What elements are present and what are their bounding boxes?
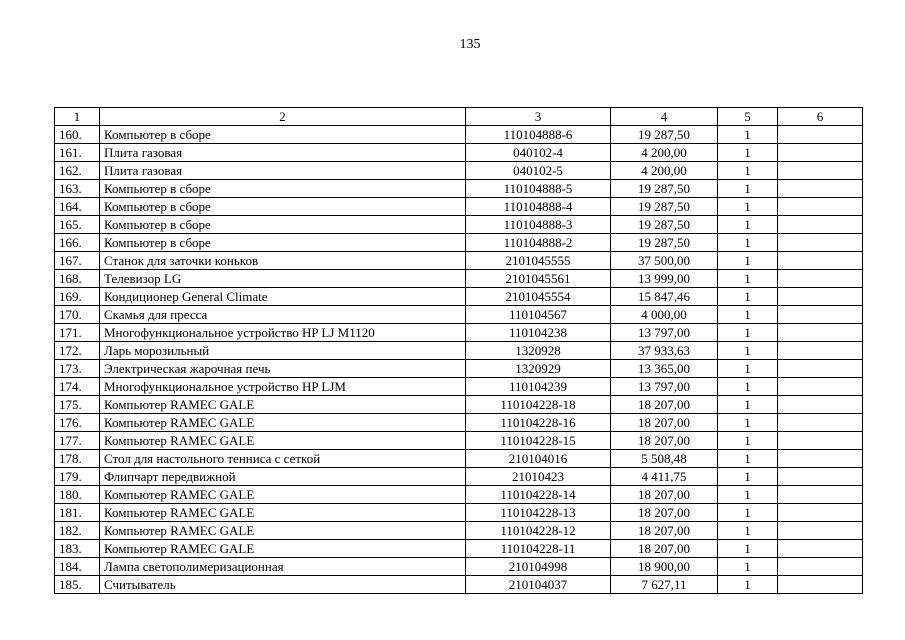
column-header-5: 5 xyxy=(718,108,778,126)
row-number-cell: 173. xyxy=(55,360,100,378)
item-name-cell: Компьютер в сборе xyxy=(100,234,466,252)
note-cell xyxy=(778,342,863,360)
price-cell: 18 207,00 xyxy=(611,414,718,432)
row-number-cell: 181. xyxy=(55,504,100,522)
quantity-cell: 1 xyxy=(718,306,778,324)
quantity-cell: 1 xyxy=(718,378,778,396)
note-cell xyxy=(778,540,863,558)
price-cell: 18 207,00 xyxy=(611,540,718,558)
note-cell xyxy=(778,216,863,234)
item-name-cell: Станок для заточки коньков xyxy=(100,252,466,270)
row-number-cell: 185. xyxy=(55,576,100,594)
item-name-cell: Лампа светополимеризационная xyxy=(100,558,466,576)
price-cell: 19 287,50 xyxy=(611,180,718,198)
inventory-code-cell: 110104228-12 xyxy=(466,522,611,540)
quantity-cell: 1 xyxy=(718,504,778,522)
inventory-code-cell: 110104238 xyxy=(466,324,611,342)
quantity-cell: 1 xyxy=(718,414,778,432)
inventory-code-cell: 2101045555 xyxy=(466,252,611,270)
quantity-cell: 1 xyxy=(718,324,778,342)
price-cell: 18 900,00 xyxy=(611,558,718,576)
quantity-cell: 1 xyxy=(718,450,778,468)
item-name-cell: Компьютер в сборе xyxy=(100,216,466,234)
price-cell: 18 207,00 xyxy=(611,504,718,522)
inventory-code-cell: 110104228-18 xyxy=(466,396,611,414)
price-cell: 13 999,00 xyxy=(611,270,718,288)
row-number-cell: 180. xyxy=(55,486,100,504)
item-name-cell: Телевизор LG xyxy=(100,270,466,288)
table-row xyxy=(55,342,863,360)
price-cell: 13 797,00 xyxy=(611,324,718,342)
inventory-code-cell: 110104239 xyxy=(466,378,611,396)
page-number: 135 xyxy=(459,37,481,52)
table-body xyxy=(55,126,863,594)
item-name-cell: Плита газовая xyxy=(100,162,466,180)
inventory-code-cell: 110104888-3 xyxy=(466,216,611,234)
row-number-cell: 163. xyxy=(55,180,100,198)
price-cell: 7 627,11 xyxy=(611,576,718,594)
row-number-cell: 165. xyxy=(55,216,100,234)
table-row xyxy=(55,198,863,216)
inventory-code-cell: 110104228-16 xyxy=(466,414,611,432)
price-cell: 19 287,50 xyxy=(611,198,718,216)
row-number-cell: 164. xyxy=(55,198,100,216)
price-cell: 18 207,00 xyxy=(611,486,718,504)
inventory-table xyxy=(54,107,863,594)
note-cell xyxy=(778,270,863,288)
note-cell xyxy=(778,558,863,576)
item-name-cell: Компьютер RAMEC GALE xyxy=(100,432,466,450)
row-number-cell: 170. xyxy=(55,306,100,324)
price-cell: 15 847,46 xyxy=(611,288,718,306)
column-header-1: 1 xyxy=(55,108,100,126)
price-cell: 37 933,63 xyxy=(611,342,718,360)
table-row xyxy=(55,324,863,342)
item-name-cell: Многофункциональное устройство HP LJM xyxy=(100,378,466,396)
price-cell: 4 411,75 xyxy=(611,468,718,486)
table-row xyxy=(55,126,863,144)
row-number-cell: 162. xyxy=(55,162,100,180)
quantity-cell: 1 xyxy=(718,270,778,288)
table-row xyxy=(55,468,863,486)
table-row xyxy=(55,486,863,504)
inventory-code-cell: 110104228-11 xyxy=(466,540,611,558)
price-cell: 18 207,00 xyxy=(611,522,718,540)
row-number-cell: 172. xyxy=(55,342,100,360)
table-row xyxy=(55,378,863,396)
inventory-code-cell: 040102-5 xyxy=(466,162,611,180)
item-name-cell: Компьютер RAMEC GALE xyxy=(100,414,466,432)
table-row xyxy=(55,234,863,252)
inventory-code-cell: 2101045554 xyxy=(466,288,611,306)
price-cell: 18 207,00 xyxy=(611,396,718,414)
inventory-code-cell: 2101045561 xyxy=(466,270,611,288)
item-name-cell: Плита газовая xyxy=(100,144,466,162)
item-name-cell: Компьютер RAMEC GALE xyxy=(100,504,466,522)
price-cell: 18 207,00 xyxy=(611,432,718,450)
table-row xyxy=(55,540,863,558)
table-row xyxy=(55,306,863,324)
item-name-cell: Компьютер RAMEC GALE xyxy=(100,540,466,558)
inventory-code-cell: 210104998 xyxy=(466,558,611,576)
quantity-cell: 1 xyxy=(718,360,778,378)
row-number-cell: 184. xyxy=(55,558,100,576)
note-cell xyxy=(778,468,863,486)
price-cell: 19 287,50 xyxy=(611,234,718,252)
row-number-cell: 168. xyxy=(55,270,100,288)
inventory-code-cell: 110104888-4 xyxy=(466,198,611,216)
inventory-code-cell: 110104888-5 xyxy=(466,180,611,198)
row-number-cell: 160. xyxy=(55,126,100,144)
note-cell xyxy=(778,234,863,252)
inventory-code-cell: 110104888-2 xyxy=(466,234,611,252)
row-number-cell: 183. xyxy=(55,540,100,558)
price-cell: 4 000,00 xyxy=(611,306,718,324)
note-cell xyxy=(778,144,863,162)
inventory-code-cell: 110104888-6 xyxy=(466,126,611,144)
inventory-code-cell: 210104016 xyxy=(466,450,611,468)
note-cell xyxy=(778,396,863,414)
price-cell: 4 200,00 xyxy=(611,162,718,180)
row-number-cell: 176. xyxy=(55,414,100,432)
table-row xyxy=(55,504,863,522)
table-row xyxy=(55,252,863,270)
price-cell: 19 287,50 xyxy=(611,216,718,234)
inventory-code-cell: 210104037 xyxy=(466,576,611,594)
row-number-cell: 182. xyxy=(55,522,100,540)
column-header-4: 4 xyxy=(611,108,718,126)
quantity-cell: 1 xyxy=(718,198,778,216)
price-cell: 5 508,48 xyxy=(611,450,718,468)
note-cell xyxy=(778,450,863,468)
row-number-cell: 174. xyxy=(55,378,100,396)
note-cell xyxy=(778,288,863,306)
item-name-cell: Стол для настольного тенниса с сеткой xyxy=(100,450,466,468)
quantity-cell: 1 xyxy=(718,432,778,450)
note-cell xyxy=(778,360,863,378)
price-cell: 13 365,00 xyxy=(611,360,718,378)
quantity-cell: 1 xyxy=(718,486,778,504)
inventory-code-cell: 110104228-15 xyxy=(466,432,611,450)
item-name-cell: Скамья для пресса xyxy=(100,306,466,324)
table-row xyxy=(55,450,863,468)
note-cell xyxy=(778,522,863,540)
table-row xyxy=(55,288,863,306)
note-cell xyxy=(778,378,863,396)
note-cell xyxy=(778,576,863,594)
item-name-cell: Компьютер в сборе xyxy=(100,198,466,216)
inventory-code-cell: 110104567 xyxy=(466,306,611,324)
table-row xyxy=(55,576,863,594)
quantity-cell: 1 xyxy=(718,396,778,414)
quantity-cell: 1 xyxy=(718,144,778,162)
note-cell xyxy=(778,198,863,216)
table-row xyxy=(55,414,863,432)
table-row xyxy=(55,558,863,576)
note-cell xyxy=(778,306,863,324)
column-header-2: 2 xyxy=(100,108,466,126)
note-cell xyxy=(778,162,863,180)
item-name-cell: Считыватель xyxy=(100,576,466,594)
table-row xyxy=(55,162,863,180)
row-number-cell: 178. xyxy=(55,450,100,468)
row-number-cell: 177. xyxy=(55,432,100,450)
note-cell xyxy=(778,126,863,144)
table-row xyxy=(55,360,863,378)
table-row xyxy=(55,522,863,540)
note-cell xyxy=(778,180,863,198)
row-number-cell: 179. xyxy=(55,468,100,486)
price-cell: 4 200,00 xyxy=(611,144,718,162)
item-name-cell: Многофункциональное устройство HP LJ M1120 xyxy=(100,324,466,342)
quantity-cell: 1 xyxy=(718,216,778,234)
row-number-cell: 169. xyxy=(55,288,100,306)
item-name-cell: Компьютер в сборе xyxy=(100,180,466,198)
inventory-code-cell: 1320929 xyxy=(466,360,611,378)
inventory-code-cell: 110104228-14 xyxy=(466,486,611,504)
quantity-cell: 1 xyxy=(718,342,778,360)
note-cell xyxy=(778,324,863,342)
price-cell: 19 287,50 xyxy=(611,126,718,144)
row-number-cell: 175. xyxy=(55,396,100,414)
quantity-cell: 1 xyxy=(718,234,778,252)
item-name-cell: Кондиционер General Climate xyxy=(100,288,466,306)
item-name-cell: Компьютер RAMEC GALE xyxy=(100,486,466,504)
quantity-cell: 1 xyxy=(718,576,778,594)
item-name-cell: Компьютер RAMEC GALE xyxy=(100,396,466,414)
item-name-cell: Компьютер в сборе xyxy=(100,126,466,144)
quantity-cell: 1 xyxy=(718,126,778,144)
inventory-code-cell: 110104228-13 xyxy=(466,504,611,522)
table-row xyxy=(55,216,863,234)
note-cell xyxy=(778,414,863,432)
inventory-code-cell: 040102-4 xyxy=(466,144,611,162)
column-header-6: 6 xyxy=(778,108,863,126)
column-header-3: 3 xyxy=(466,108,611,126)
inventory-code-cell: 1320928 xyxy=(466,342,611,360)
table-row xyxy=(55,144,863,162)
quantity-cell: 1 xyxy=(718,180,778,198)
table-row xyxy=(55,432,863,450)
item-name-cell: Электрическая жарочная печь xyxy=(100,360,466,378)
note-cell xyxy=(778,486,863,504)
row-number-cell: 167. xyxy=(55,252,100,270)
table-row xyxy=(55,396,863,414)
quantity-cell: 1 xyxy=(718,468,778,486)
row-number-cell: 171. xyxy=(55,324,100,342)
item-name-cell: Флипчарт передвижной xyxy=(100,468,466,486)
table-row xyxy=(55,270,863,288)
quantity-cell: 1 xyxy=(718,540,778,558)
note-cell xyxy=(778,432,863,450)
quantity-cell: 1 xyxy=(718,522,778,540)
row-number-cell: 166. xyxy=(55,234,100,252)
price-cell: 13 797,00 xyxy=(611,378,718,396)
table-row xyxy=(55,180,863,198)
inventory-code-cell: 21010423 xyxy=(466,468,611,486)
quantity-cell: 1 xyxy=(718,288,778,306)
quantity-cell: 1 xyxy=(718,558,778,576)
quantity-cell: 1 xyxy=(718,162,778,180)
item-name-cell: Ларь морозильный xyxy=(100,342,466,360)
price-cell: 37 500,00 xyxy=(611,252,718,270)
note-cell xyxy=(778,504,863,522)
row-number-cell: 161. xyxy=(55,144,100,162)
quantity-cell: 1 xyxy=(718,252,778,270)
item-name-cell: Компьютер RAMEC GALE xyxy=(100,522,466,540)
table-header-row xyxy=(55,108,863,126)
note-cell xyxy=(778,252,863,270)
